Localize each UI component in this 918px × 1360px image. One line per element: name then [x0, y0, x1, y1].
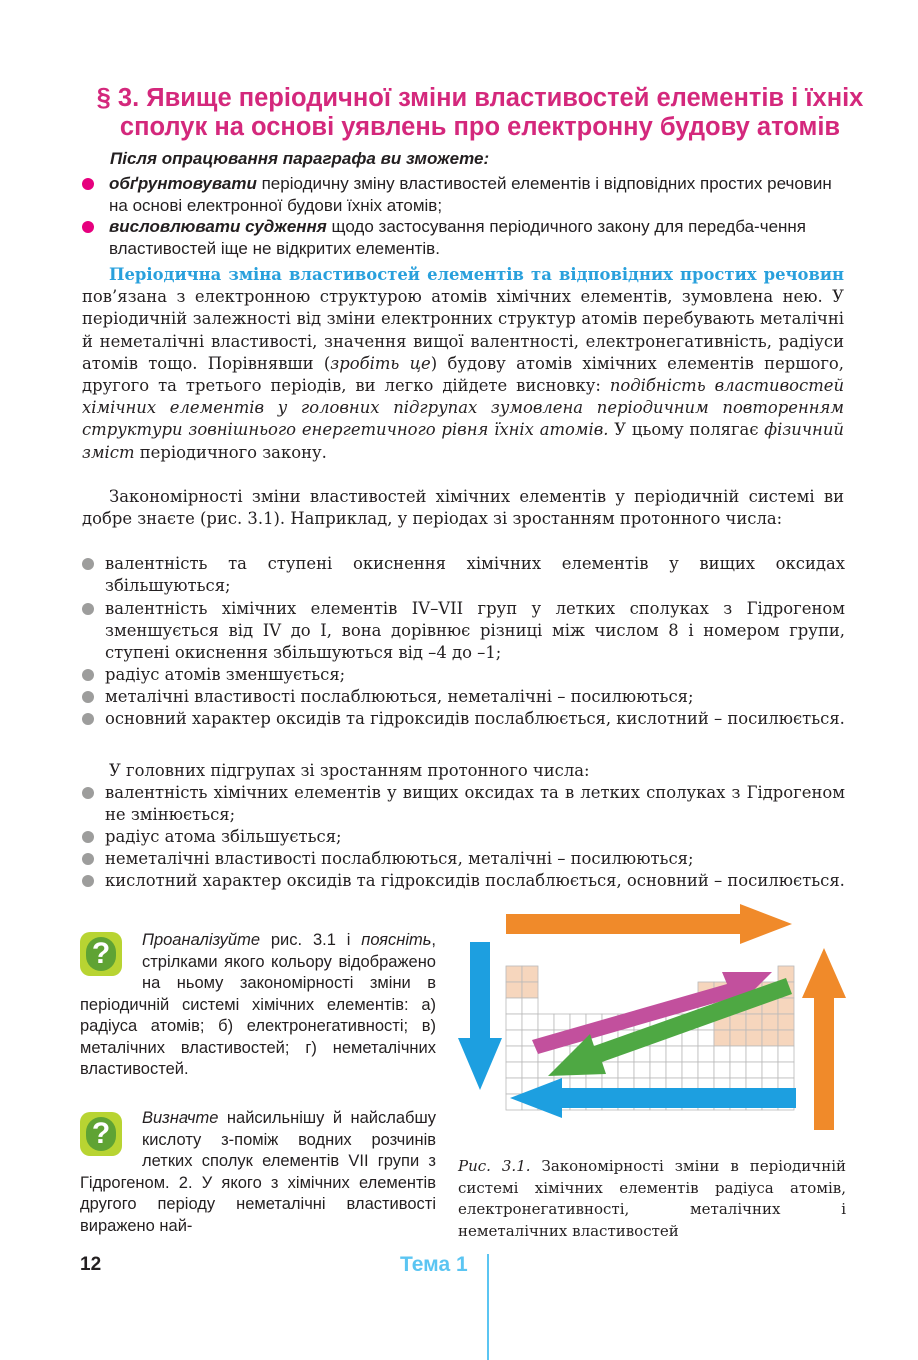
table-cell [698, 1046, 714, 1062]
bullet-icon [82, 875, 94, 887]
section-title [80, 84, 880, 142]
table-cell [746, 1062, 762, 1078]
table-cell [682, 1046, 698, 1062]
table-cell [746, 1030, 762, 1046]
list-item-text: радіус атома збільшується; [105, 827, 342, 846]
page-number: 12 [80, 1254, 102, 1275]
intro-text: У цьому полягає [608, 420, 765, 440]
orange-arrow-up-icon [802, 948, 846, 1130]
bullet-icon [82, 853, 94, 865]
list-item-text: валентність хімічних елементів у вищих оксидах та в летких сполуках з Гідрогеном не змінюється; [105, 783, 845, 825]
figure-periodic-trends [452, 902, 846, 1146]
question-1 [80, 930, 436, 1081]
table-cell [506, 982, 522, 998]
question-text: рис. 3.1 і [260, 931, 362, 949]
table-cell [522, 982, 538, 998]
bullet-icon [82, 178, 94, 190]
bullet-icon [82, 691, 94, 703]
caption-label: Рис. 3.1. [458, 1157, 531, 1175]
intro-emphasis: фізичний зміст [82, 420, 844, 462]
bullet-icon [82, 831, 94, 843]
objective-keyword: висловлювати судження [109, 217, 327, 236]
list-item-text: радіус атомів зменшується; [105, 665, 346, 684]
table-cell [746, 1046, 762, 1062]
list-item [105, 826, 845, 848]
table-cell [666, 1062, 682, 1078]
table-cell [634, 1062, 650, 1078]
list-item [105, 848, 845, 870]
table-cell [554, 1014, 570, 1030]
caption-text: Закономірності зміни в періодичній системі хімічних елементів радіуса атомів, електронегативності, металічних і неметалічних властивостей [458, 1157, 846, 1240]
table-cell [618, 1062, 634, 1078]
intro-emphasis: подібність властивостей хімічних елементів у головних підгрупах зумовлена періодичним повторенням структури зовнішнього енергетичного рівня їхніх атомів. [82, 376, 845, 440]
intro-paragraph [82, 264, 844, 464]
question-verb: Визначте [142, 1109, 219, 1127]
table-cell [762, 1062, 778, 1078]
periods-intro: Закономірності зміни властивостей хімічних елементів у періодичній системі ви добре знаєте (рис. 3.1). Наприклад, у періодах зі зростанням протонного числа: [82, 487, 844, 529]
table-cell [762, 1030, 778, 1046]
list-item-text: валентність хімічних елементів IV–VII груп у летких сполуках з Гідрогеном зменшується від IV до I, вона дорівнює різниці між числом 8 і номером групи, ступені окиснення збільшуються від –4 до –1; [105, 599, 845, 663]
objective-item [109, 216, 849, 259]
list-item-text: основний характер оксидів та гідроксидів послаблюється, кислотний – посилюється. [105, 709, 845, 728]
table-cell [746, 1014, 762, 1030]
table-cell [778, 998, 794, 1014]
table-cell [698, 1030, 714, 1046]
table-cell [730, 1014, 746, 1030]
list-item-text: неметалічні властивості послаблюються, металічні – посилюються; [105, 849, 694, 868]
intro-text: періодичного закону. [134, 442, 327, 462]
question-2 [80, 1108, 436, 1237]
table-cell [522, 1062, 538, 1078]
table-cell [714, 1046, 730, 1062]
table-cell [762, 1014, 778, 1030]
bullet-icon [82, 713, 94, 725]
question-text: найсильнішу й найслабшу кислоту з-поміж водних розчинів летких сполук елементів VII групи з Гідрогеном. 2. У якого з хімічних елементів другого періоду неметалічні властивості виражено най- [80, 1109, 436, 1235]
table-cell [522, 1046, 538, 1062]
question-icon: ? [80, 1112, 122, 1156]
table-cell [778, 1062, 794, 1078]
list-item-text: металічні властивості послаблюються, неметалічні – посилюються; [105, 687, 694, 706]
table-cell [522, 1014, 538, 1030]
objective-text: періодичну зміну властивостей елементів і відповідних простих речовин на основі електронної будови їхніх атомів; [109, 174, 832, 215]
key-term: Періодична зміна властивостей елементів та відповідних простих речовин [109, 265, 844, 284]
table-cell [650, 1046, 666, 1062]
table-cell [506, 1078, 522, 1094]
table-cell [506, 1014, 522, 1030]
table-cell [778, 1046, 794, 1062]
question-verb: поясніть [361, 931, 432, 949]
table-cell [730, 1046, 746, 1062]
orange-arrow-right-icon [506, 904, 792, 944]
footer-divider [487, 1254, 489, 1360]
table-cell [650, 1062, 666, 1078]
groups-intro: У головних підгрупах зі зростанням протонного числа: [109, 761, 590, 780]
table-cell [714, 1030, 730, 1046]
table-cell [506, 1030, 522, 1046]
list-item [105, 664, 845, 686]
list-item [105, 782, 845, 826]
table-cell [666, 1046, 682, 1062]
table-cell [506, 998, 522, 1014]
blue-arrow-down-icon [458, 942, 502, 1090]
table-cell [506, 966, 522, 982]
bullet-icon [82, 669, 94, 681]
bullet-icon [82, 787, 94, 799]
bullet-icon [82, 221, 94, 233]
table-cell [506, 1046, 522, 1062]
objective-item [109, 173, 849, 216]
list-item [105, 870, 845, 892]
list-item-text: кислотний характер оксидів та гідроксидів послаблюється, основний – посилюється. [105, 871, 845, 890]
topic-label: Тема 1 [400, 1253, 468, 1276]
table-cell [522, 998, 538, 1014]
list-item [105, 598, 845, 665]
question-verb: Проаналізуйте [142, 931, 260, 949]
table-cell [762, 1046, 778, 1062]
bullet-icon [82, 603, 94, 615]
list-item-text: валентність та ступені окиснення хімічних елементів у вищих оксидах збільшуються; [105, 554, 845, 596]
section-title-line2: сполук на основі уявлень про електронну будову атомів [119, 113, 841, 141]
intro-text: пов’язана з електронною структурою атомів хімічних елементів, зумовлена нею. У періодичній залежності від зміни електронних структур атомів перебувають металічні й неметалічні властивості, значення вищої валентності, електронегативність, радіуси атомів тощо. Порівнявши ( [82, 287, 844, 373]
table-cell [522, 966, 538, 982]
question-icon: ? [80, 932, 122, 976]
objectives-heading: Після опрацювання параграфа ви зможете: [110, 149, 490, 168]
objective-text: щодо застосування періодичного закону для передба-чення властивостей іще не відкритих елементів. [109, 217, 806, 258]
list-item [105, 708, 845, 730]
table-cell [538, 1014, 554, 1030]
table-cell [714, 1062, 730, 1078]
section-title-line1: § 3. Явище періодичної зміни властивостей елементів і їхніх [96, 84, 864, 112]
table-cell [778, 1014, 794, 1030]
bullet-icon [82, 558, 94, 570]
intro-text: ) будову атомів хімічних елементів першого, другого та третього періодів, ви легко дійдете висновку: [82, 353, 845, 396]
list-item [105, 686, 845, 708]
question-text: , стрілками якого кольору відображено на ньому закономірності зміни в періодичній системі хімічних елементів: а) радіуса атомів; б) електронегативності; в) металічних властивостей; г) неметалічних властивостей. [80, 931, 436, 1078]
table-cell [778, 1030, 794, 1046]
table-cell [506, 1062, 522, 1078]
figure-caption [458, 1156, 846, 1242]
table-cell [730, 1030, 746, 1046]
list-item [105, 553, 845, 597]
table-cell [730, 1062, 746, 1078]
table-cell [682, 1062, 698, 1078]
intro-emphasis: зробіть це [330, 353, 431, 373]
objective-keyword: обґрунтовувати [109, 174, 257, 193]
table-cell [698, 1062, 714, 1078]
